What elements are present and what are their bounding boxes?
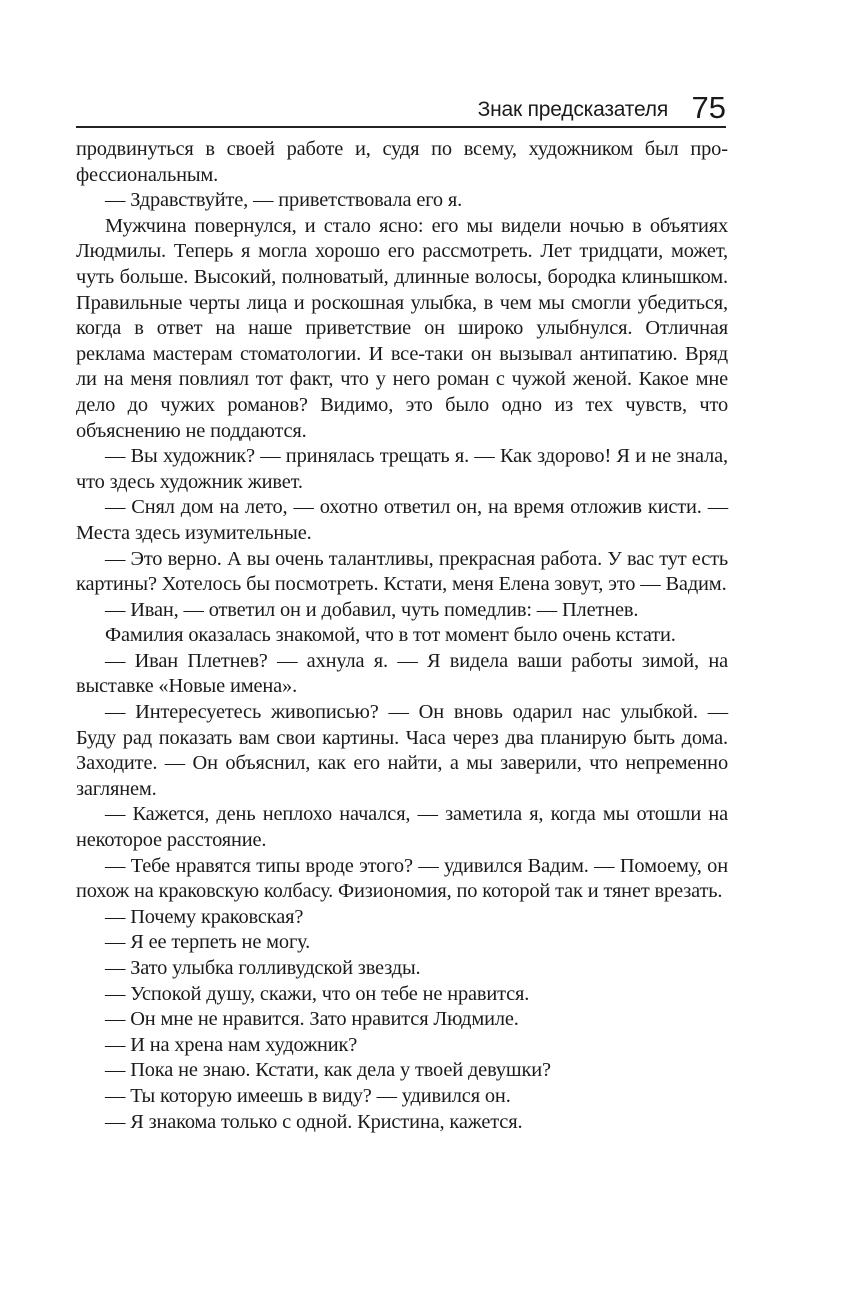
paragraph: — Вы художник? — принялась трещать я. — Как здорово! Я и не знала, что здесь художник живет. <box>76 445 728 493</box>
paragraph: Мужчина повернулся, и стало ясно: его мы видели ночью в объятиях Людмилы. Теперь я могла хорошо его рассмотреть. Лет тридцати, может, чуть больше. Высокий, полноватый, длинные волосы, бородка клинышком. Правильные черты лица и роскошная улыбка, в чем мы смогли убедиться, когда в ответ на наше приветствие он широко улыбнулся. Отличная реклама мастерам стоматологии. И все-таки он вызывал антипатию. Вряд ли на меня повлиял тот факт, что у него роман с чужой женой. Какое мне дело до чужих романов? Видимо, это было одно из тех чувств, что объяснению не поддаются. <box>76 214 728 442</box>
paragraph: — Я ее терпеть не могу. <box>105 931 311 954</box>
running-title: Знак предсказателя <box>477 98 668 121</box>
paragraph: — Кажется, день неплохо начался, — заметила я, когда мы отошли на некоторое расстояние. <box>76 803 728 852</box>
paragraph: — Тебе нравятся типы вроде этого? — удивился Вадим. — Помоему, он похож на краковскую колбасу. Физиономия, по которой так и тянет врезать. <box>76 854 728 903</box>
paragraph: — Интересуетесь живописью? — Он вновь одарил нас улыбкой. — Буду рад показать вам свои картины. Часа через два планирую быть дома. Заходите. — Он объяснил, как его найти, а мы заверили, что непременно заглянем. <box>76 701 728 800</box>
paragraph: — Иван, — ответил он и добавил, чуть помедлив: — Плетнев. <box>105 598 639 621</box>
body-text <box>76 137 728 1135</box>
page-number: 75 <box>691 90 726 125</box>
paragraph: Фамилия оказалась знакомой, что в тот момент было очень кстати. <box>105 624 676 647</box>
paragraph: — Это верно. А вы очень талантливы, прекрасная работа. У вас тут есть картины? Хотелось бы посмотреть. Кстати, меня Елена зовут, это — Вадим. <box>76 547 728 596</box>
page-header <box>76 84 726 128</box>
paragraph: — Зато улыбка голливудской звезды. <box>105 957 421 979</box>
paragraph: — Я знакома только с одной. Кристина, кажется. <box>105 1110 523 1133</box>
paragraph: — Иван Плетнев? — ахнула я. — Я видела ваши работы зимой, на выставке «Новые имена». <box>76 649 728 698</box>
paragraph: продвинуться в своей работе и, судя по всему, художником был профессиональным. <box>76 138 728 186</box>
paragraph: — Ты которую имеешь в виду? — удивился он. <box>105 1084 511 1107</box>
paragraph: — Успокой душу, скажи, что он тебе не нравится. <box>105 982 530 1005</box>
paragraph: — Здравствуйте, — приветствовала его я. <box>105 189 463 212</box>
paragraph: — Снял дом на лето, — охотно ответил он, на время отложив кисти. — Места здесь изумительные. <box>76 496 728 544</box>
paragraph: — Пока не знаю. Кстати, как дела у твоей девушки? <box>105 1059 551 1082</box>
paragraph: — И на хрена нам художник? <box>105 1033 358 1056</box>
paragraph: — Он мне не нравится. Зато нравится Людмиле. <box>105 1008 519 1031</box>
paragraph: — Почему краковская? <box>105 905 304 928</box>
